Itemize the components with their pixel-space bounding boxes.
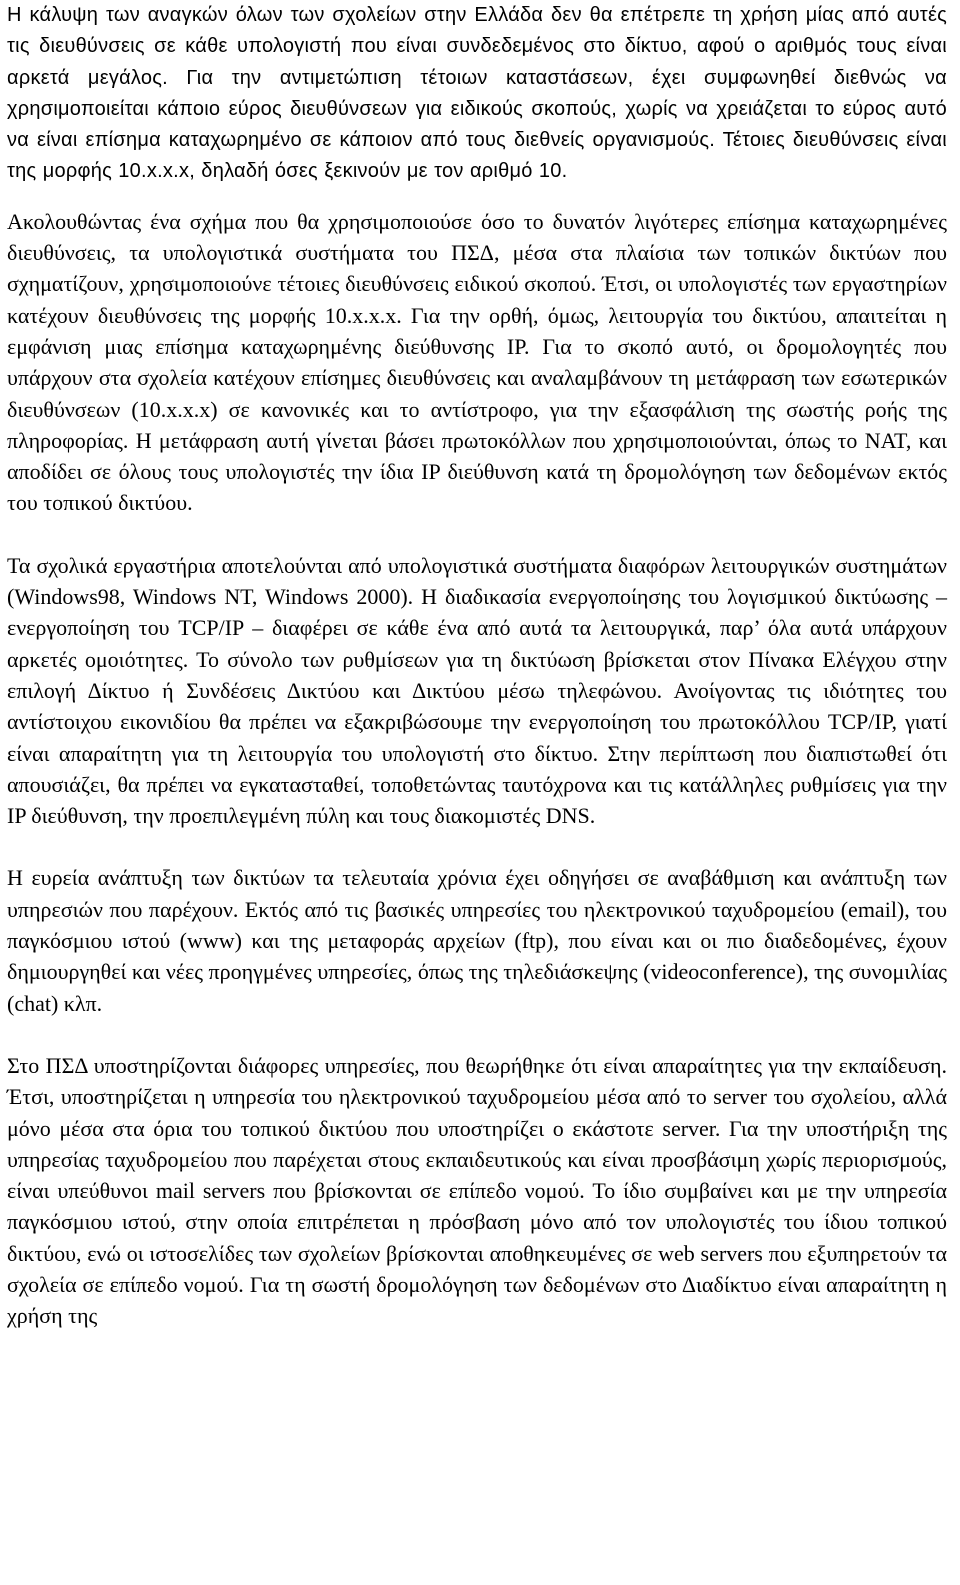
- document-page: [7, 0, 947, 1332]
- paragraph-psd-services: Στο ΠΣΔ υποστηρίζονται διάφορες υπηρεσίες, που θεωρήθηκε ότι είναι απαραίτητες για την εκπαίδευση. Έτσι, υποστηρίζεται η υπηρεσία του ηλεκτρονικού ταχυδρομείου μέσα από το server του σχολείου, αλλά μόνο μέσα στα όρια του τοπικού δικτύου που υποστηρίζει ο εκάστοτε server. Για την υποστήριξη της υπηρεσίας ταχυδρομείου που παρέχεται στους εκπαιδευτικούς και είναι προσβάσιμη χωρίς περιορισμούς, είναι υπεύθυνοι mail servers που βρίσκονται σε επίπεδο νομού. Το ίδιο συμβαίνει και με την υπηρεσία παγκόσμιου ιστού, στην οποία επιτρέπεται η πρόσβαση μόνο από τον υπολογιστές του ίδιου τοπικού δικτύου, ενώ οι ιστοσελίδες των σχολείων βρίσκονται αποθηκευμένες σε web servers που εξυπηρετούν τα σχολεία σε επίπεδο νομού. Για τη σωστή δρομολόγηση των δεδομένων στο Διαδίκτυο είναι απαραίτητη η χρήση της: [7, 1052, 947, 1329]
- paragraph-private-addresses: Η κάλυψη των αναγκών όλων των σχολείων στην Ελλάδα δεν θα επέτρεπε τη χρήση μίας από αυτές τις διευθύνσεις σε κάθε υπολογιστή που είναι συνδεδεμένος στο δίκτυο, αφού ο αριθμός τους είναι αρκετά μεγάλος. Για την αντιμετώπιση τέτοιων καταστάσεων, έχει συμφωνηθεί διεθνώς να χρησιμοποιείται κάποιο εύρος διευθύνσεων για ειδικούς σκοπούς, χωρίς να χρειάζεται το εύρος αυτό να είναι επίσημα καταχωρημένο σε κάποιον από τους διεθνείς οργανισμούς. Τέτοιες διευθύνσεις είναι της μορφής 10.x.x.x, δηλαδή όσες ξεκινούν με τον αριθμό 10.: [7, 4, 947, 183]
- paragraph-address-translation: Ακολουθώντας ένα σχήμα που θα χρησιμοποιούσε όσο το δυνατόν λιγότερες επίσημα καταχωρημένες διευθύνσεις, τα υπολογιστικά συστήματα του ΠΣΔ, μέσα στα πλαίσια των τοπικών δικτύων που σχηματίζουν, χρησιμοποιούνε τέτοιες διευθύνσεις ειδικού σκοπού. Έτσι, οι υπολογιστές των εργαστηρίων κατέχουν διευθύνσεις της μορφής 10.x.x.x. Για την ορθή, όμως, λειτουργία του δικτύου, απαιτείται η εμφάνιση μιας επίσημα καταχωρημένης διεύθυνσης IP. Για το σκοπό αυτό, οι δρομολογητές που υπάρχουν στα σχολεία κατέχουν επίσημες διευθύνσεις και αναλαμβάνουν τη μετάφραση των εσωτερικών διευθύνσεων (10.x.x.x) σε κανονικές και το αντίστροφο, για την εξασφάλιση της σωστής ροής της πληροφορίας. Η μετάφραση αυτή γίνεται βάσει πρωτοκόλλων που χρησιμοποιούνται, όπως το NAT, και αποδίδει σε όλους τους υπολογιστές την ίδια IP διεύθυνση κατά τη δρομολόγηση των δεδομένων εκτός του τοπικού δικτύου.: [7, 208, 947, 516]
- paragraph-lab-operating-systems: Τα σχολικά εργαστήρια αποτελούνται από υπολογιστικά συστήματα διαφόρων λειτουργικών συστημάτων (Windows98, Windows NT, Windows 2000). Η διαδικασία ενεργοποίησης του λογισμικού δικτύωσης – ενεργοποίηση του TCP/IP – διαφέρει σε κάθε ένα από αυτά τα λειτουργικά, παρ’ όλα αυτά υπάρχουν αρκετές ομοιότητες. Το σύνολο των ρυθμίσεων για τη δικτύωση βρίσκεται στον Πίνακα Ελέγχου στην επιλογή Δίκτυο ή Συνδέσεις Δικτύου και Δικτύου μέσω τηλεφώνου. Ανοίγοντας τις ιδιότητες του αντίστοιχου εικονιδίου θα πρέπει να εξακριβώσουμε την ενεργοποίηση του πρωτοκόλλου TCP/IP, γιατί είναι απαραίτητη για τη λειτουργία του υπολογιστή στο δίκτυο. Στην περίπτωση που διαπιστωθεί ότι απουσιάζει, θα πρέπει να εγκατασταθεί, τοποθετώντας ταυτόχρονα και τις κατάλληλες ρυθμίσεις για την IP διεύθυνση, την προεπιλεγμένη πύλη και τους διακομιστές DNS.: [7, 552, 947, 829]
- paragraph-network-services: Η ευρεία ανάπτυξη των δικτύων τα τελευταία χρόνια έχει οδηγήσει σε αναβάθμιση και ανάπτυξη των υπηρεσιών που παρέχουν. Εκτός από τις βασικές υπηρεσίες του ηλεκτρονικού ταχυδρομείου (email), του παγκόσμιου ιστού (www) και της μεταφοράς αρχείων (ftp), που είναι και οι πιο διαδεδομένες, έχουν δημιουργηθεί και νέες προηγμένες υπηρεσίες, όπως της τηλεδιάσκεψης (videoconference), της συνομιλίας (chat) κλπ.: [7, 865, 947, 1016]
